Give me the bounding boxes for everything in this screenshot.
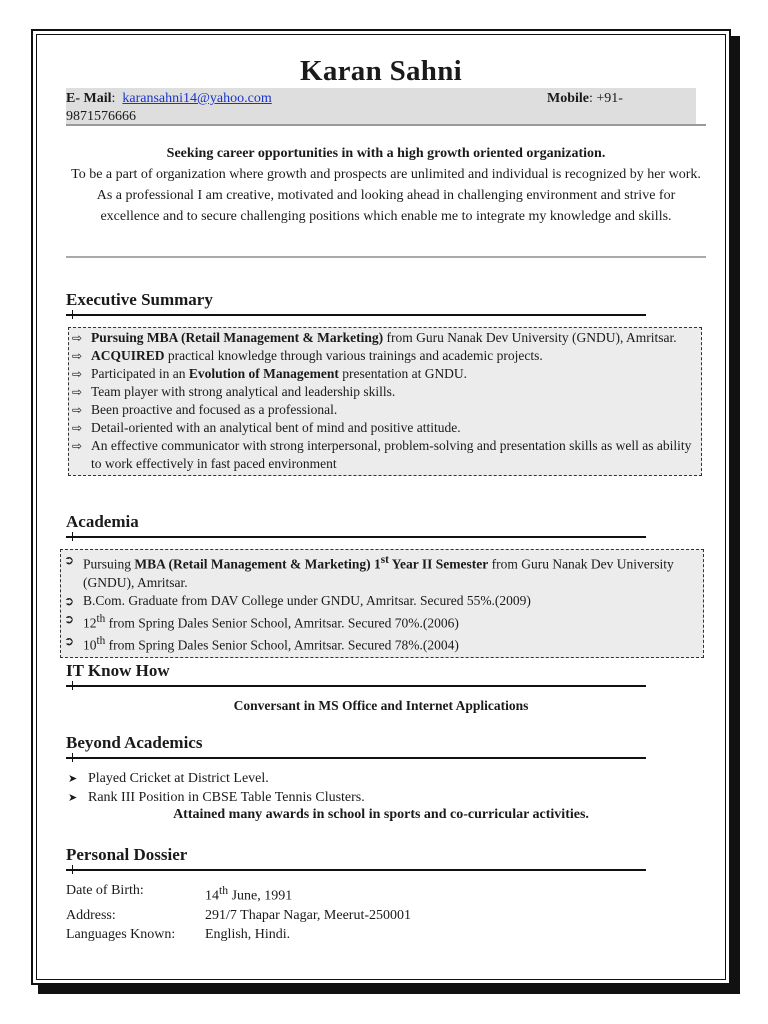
list-item: ⇨ ACQUIRED practical knowledge through various trainings and academic projects. xyxy=(72,348,543,363)
section-rule-tick xyxy=(72,532,73,541)
section-rule-tick xyxy=(72,753,73,762)
section-title-beyond-academics: Beyond Academics xyxy=(66,733,203,752)
curved-arrow-bullet-icon: ➲ xyxy=(64,553,75,567)
candidate-name: Karan Sahni xyxy=(299,55,463,87)
academia-box xyxy=(60,549,704,658)
triangle-bullet-icon: ➤ xyxy=(68,772,78,785)
languages-value: English, Hindi. xyxy=(205,926,291,942)
mobile-row: Mobile: +91- xyxy=(547,91,623,106)
languages-label: Languages Known: xyxy=(66,926,176,942)
list-item: ⇨ Been proactive and focused as a professional. xyxy=(72,402,338,417)
list-item: ➲ 10th from Spring Dales Senior School, Amritsar. Secured 78%.(2004) xyxy=(64,634,459,653)
section-rule xyxy=(66,314,646,316)
address-label: Address: xyxy=(66,907,116,923)
list-item: ➤ Played Cricket at District Level. xyxy=(68,771,269,786)
section-rule xyxy=(66,757,646,759)
section-rule xyxy=(66,536,646,538)
resume-page xyxy=(31,29,731,985)
email-label: E- Mail xyxy=(66,91,112,106)
triangle-bullet-icon: ➤ xyxy=(68,791,78,804)
objective-lead: Seeking career opportunities in with a high growth oriented organization. xyxy=(166,146,606,161)
address-row xyxy=(66,906,696,925)
beyond-academics-list xyxy=(66,769,696,807)
arrow-bullet-icon: ⇨ xyxy=(72,349,83,363)
objective-body: To be a part of organization where growth and prospects are unlimited and individual is recognized by her work. As a professional I am creative, motivated and looking ahead in challenging environment and strive for excellence and to secure challenging positions which enable me to integrate my knowledge and skills. xyxy=(71,167,701,224)
curved-arrow-bullet-icon: ➲ xyxy=(64,634,75,648)
mobile-label: Mobile xyxy=(547,91,589,106)
arrow-bullet-icon: ⇨ xyxy=(72,439,83,453)
list-item: ➲ Pursuing MBA (Retail Management & Marketing) 1st Year II Semester from Guru Nanak Dev University (GNDU), Amritsar. xyxy=(64,553,674,590)
list-item: ➲ 12th from Spring Dales Senior School, Amritsar. Secured 70%.(2006) xyxy=(64,611,459,630)
arrow-bullet-icon: ⇨ xyxy=(72,331,83,345)
section-rule-tick xyxy=(72,865,73,874)
curved-arrow-bullet-icon: ➲ xyxy=(64,611,75,626)
curved-arrow-bullet-icon: ➲ xyxy=(64,593,75,608)
objective-divider xyxy=(66,256,706,258)
list-item: ⇨ Team player with strong analytical and leadership skills. xyxy=(72,384,396,399)
it-skills-text: Conversant in MS Office and Internet Applications xyxy=(233,698,529,713)
section-rule-tick xyxy=(72,310,73,319)
contact-divider xyxy=(66,124,706,126)
section-title-academia: Academia xyxy=(66,512,139,531)
address-value: 291/7 Thapar Nagar, Meerut-250001 xyxy=(205,907,412,923)
mobile-number: 9871576666 xyxy=(66,109,136,124)
list-item: ⇨ Pursuing MBA (Retail Management & Marketing) from Guru Nanak Dev University (GNDU), Amritsar. xyxy=(72,330,677,345)
section-rule xyxy=(66,869,646,871)
arrow-bullet-icon: ⇨ xyxy=(72,385,83,399)
section-rule xyxy=(66,685,646,687)
list-item: ➤ Rank III Position in CBSE Table Tennis Clusters. xyxy=(68,790,365,805)
list-item: ⇨ Detail-oriented with an analytical bent of mind and positive attitude. xyxy=(72,420,461,435)
executive-summary-box xyxy=(68,327,702,476)
email-link[interactable]: karansahni14@yahoo.com xyxy=(122,91,272,106)
arrow-bullet-icon: ⇨ xyxy=(72,367,83,381)
personal-dossier xyxy=(66,881,696,944)
arrow-bullet-icon: ⇨ xyxy=(72,421,83,435)
section-title-executive-summary: Executive Summary xyxy=(66,290,213,309)
section-title-it-know-how: IT Know How xyxy=(66,661,170,680)
arrow-bullet-icon: ⇨ xyxy=(72,403,83,417)
dob-label: Date of Birth: xyxy=(66,883,144,898)
languages-row xyxy=(66,925,696,944)
dob-value: 14th June, 1991 xyxy=(205,884,293,904)
list-item: ➲ B.Com. Graduate from DAV College under GNDU, Amritsar. Secured 55%.(2009) xyxy=(64,592,531,608)
mobile-prefix: +91- xyxy=(596,91,623,106)
section-rule-tick xyxy=(72,681,73,690)
list-item: ⇨ An effective communicator with strong interpersonal, problem-solving and presentation skills as well as ability to work effectively in fast paced environment xyxy=(72,438,692,471)
dob-row xyxy=(66,881,696,906)
list-item: ⇨ Participated in an Evolution of Management presentation at GNDU. xyxy=(72,366,468,381)
awards-highlight: Attained many awards in school in sports and co-curricular activities. xyxy=(173,807,589,822)
career-objective xyxy=(66,143,706,227)
section-title-personal-dossier: Personal Dossier xyxy=(66,845,188,864)
email-row: E- Mail: karansahni14@yahoo.com xyxy=(66,91,272,106)
